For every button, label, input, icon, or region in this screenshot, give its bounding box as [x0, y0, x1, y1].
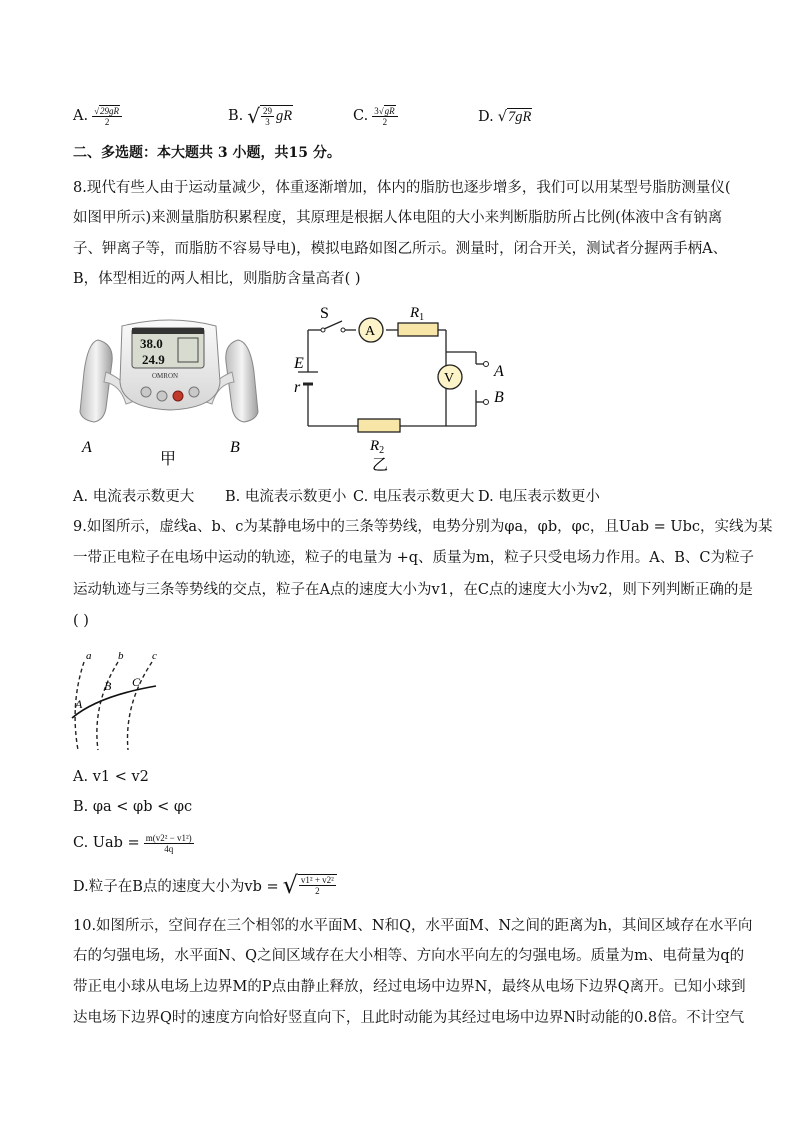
screen-reading-top: 38.0	[140, 336, 163, 351]
q9-option-c: C. Uab = $\frac{\text{m(v2² − v1²)}}{4q}$	[73, 832, 192, 854]
q7-option-b	[228, 102, 293, 130]
point-label-b: B	[104, 679, 112, 693]
q9-line-4: ( )	[73, 613, 89, 629]
handle-label-b: B	[230, 439, 240, 456]
q7-option-c-fraction: $\frac{3√gR}{2}$	[372, 105, 397, 127]
label-c: c	[152, 650, 157, 662]
switch-label: S	[320, 305, 329, 322]
terminal-a	[484, 362, 489, 367]
q9-option-a: A. v1 < v2	[73, 769, 149, 785]
ammeter-label: A	[365, 324, 376, 339]
q7-option-b-label: B.	[228, 108, 244, 124]
label-a: a	[86, 650, 92, 662]
point-label-c: C	[132, 675, 141, 689]
q8-line-3: 子、钾离子等，而脂肪不容易导电)，模拟电路如图乙所示。测量时，闭合开关，测试者分握两手柄A、	[73, 241, 728, 257]
handle-label-a: A	[82, 439, 92, 456]
q8-option-b: B. 电流表示数更小	[225, 489, 347, 505]
q8-line-4: B，体型相近的两人相比，则脂肪含量高者( )	[73, 271, 361, 287]
q9-line-3: 运动轨迹与三条等势线的交点，粒子在A点的速度大小为v1，在C点的速度大小为v2，则下列判断正确的是	[73, 582, 753, 598]
label-b: b	[118, 650, 124, 662]
q7-option-a	[73, 104, 122, 128]
q10-line-1: 10.如图所示，空间存在三个相邻的水平面M、N和Q，水平面M、N之间的距离为h，其间区域存在水平向	[73, 918, 753, 934]
q8-line-2: 如图甲所示)来测量脂肪积累程度，其原理是根据人体电阻的大小来判断脂肪所占比例(体液中含有钠离	[73, 210, 723, 226]
q7-option-d: D. √7gR	[478, 109, 532, 125]
particle-trajectory	[72, 686, 156, 718]
q9-line-2: 一带正电粒子在电场中运动的轨迹，粒子的电量为 +q、质量为m，粒子只受电场力作用。A、B、C为粒子	[73, 550, 755, 566]
q9-option-d: D.粒子在B点的速度大小为vb = √ $\frac{\text{v1² + v2²}}{2}$	[73, 866, 337, 904]
q7-option-d-label: D.	[478, 109, 494, 125]
q8-option-a: A. 电流表示数更大	[73, 489, 195, 505]
terminal-b-label: B	[494, 389, 504, 406]
q10-line-2: 右的匀强电场，水平面N、Q之间区域存在大小相等、方向水平向左的匀强电场。质量为m、电荷量为q的	[73, 948, 745, 964]
body-fat-meter-figure	[70, 312, 270, 472]
r1-label: $R_1$	[410, 305, 425, 323]
terminal-a-label: A	[494, 363, 504, 380]
q9-line-1: 9.如图所示，虚线a、b、c为某静电场中的三条等势线，电势分别为φa，φb，φc，且Uab = Ubc，实线为某	[73, 519, 773, 535]
switch-contact	[321, 328, 325, 332]
terminal-b	[484, 400, 489, 405]
q8-option-d: D. 电压表示数更小	[478, 489, 600, 505]
voltmeter-label: V	[444, 371, 455, 386]
resistor-r1	[398, 323, 438, 336]
emf-label: E	[294, 355, 304, 372]
q7-option-a-fraction: $\frac{√29gR}{2}$	[92, 105, 122, 127]
point-label-a: A	[75, 697, 83, 711]
q8-option-c: C. 电压表示数更大	[353, 489, 475, 505]
screen-reading-bottom: 24.9	[142, 352, 165, 367]
switch-contact	[341, 328, 345, 332]
q7-option-b-radical: √ $\frac{29}{3}$ gR	[247, 104, 293, 128]
q7-option-c	[353, 104, 398, 128]
figure-caption-yi: 乙	[372, 457, 389, 474]
equipotential-figure	[68, 644, 168, 756]
r2-label: $R_2$	[370, 438, 385, 456]
equipotential-line-b	[97, 662, 118, 750]
q7-option-c-label: C.	[353, 108, 369, 124]
figure-caption-jia: 甲	[160, 451, 177, 468]
internal-resistance-label: r	[294, 379, 301, 396]
q10-line-3: 带正电小球从电场上边界M的P点由静止释放，经过电场中边界N，最终从电场下边界Q离开。已知小球到	[73, 979, 746, 995]
q8-line-1: 8.现代有些人由于运动量减少，体重逐渐增加，体内的脂肪也逐步增多，我们可以用某型号脂肪测量仪(	[73, 180, 731, 196]
q9-option-b: B. φa < φb < φc	[73, 799, 193, 815]
q10-line-4: 达电场下边界Q时的速度方向恰好竖直向下，且此时动能为其经过电场中边界N时动能的0.8倍。不计空气	[73, 1010, 745, 1026]
q7-option-a-label: A.	[73, 108, 89, 124]
resistor-r2	[358, 419, 400, 432]
circuit-diagram	[290, 302, 520, 474]
brand-logo: OMRON	[152, 372, 179, 380]
section-heading: 二、多选题：本大题共 3 小题，共15 分。	[73, 145, 341, 161]
